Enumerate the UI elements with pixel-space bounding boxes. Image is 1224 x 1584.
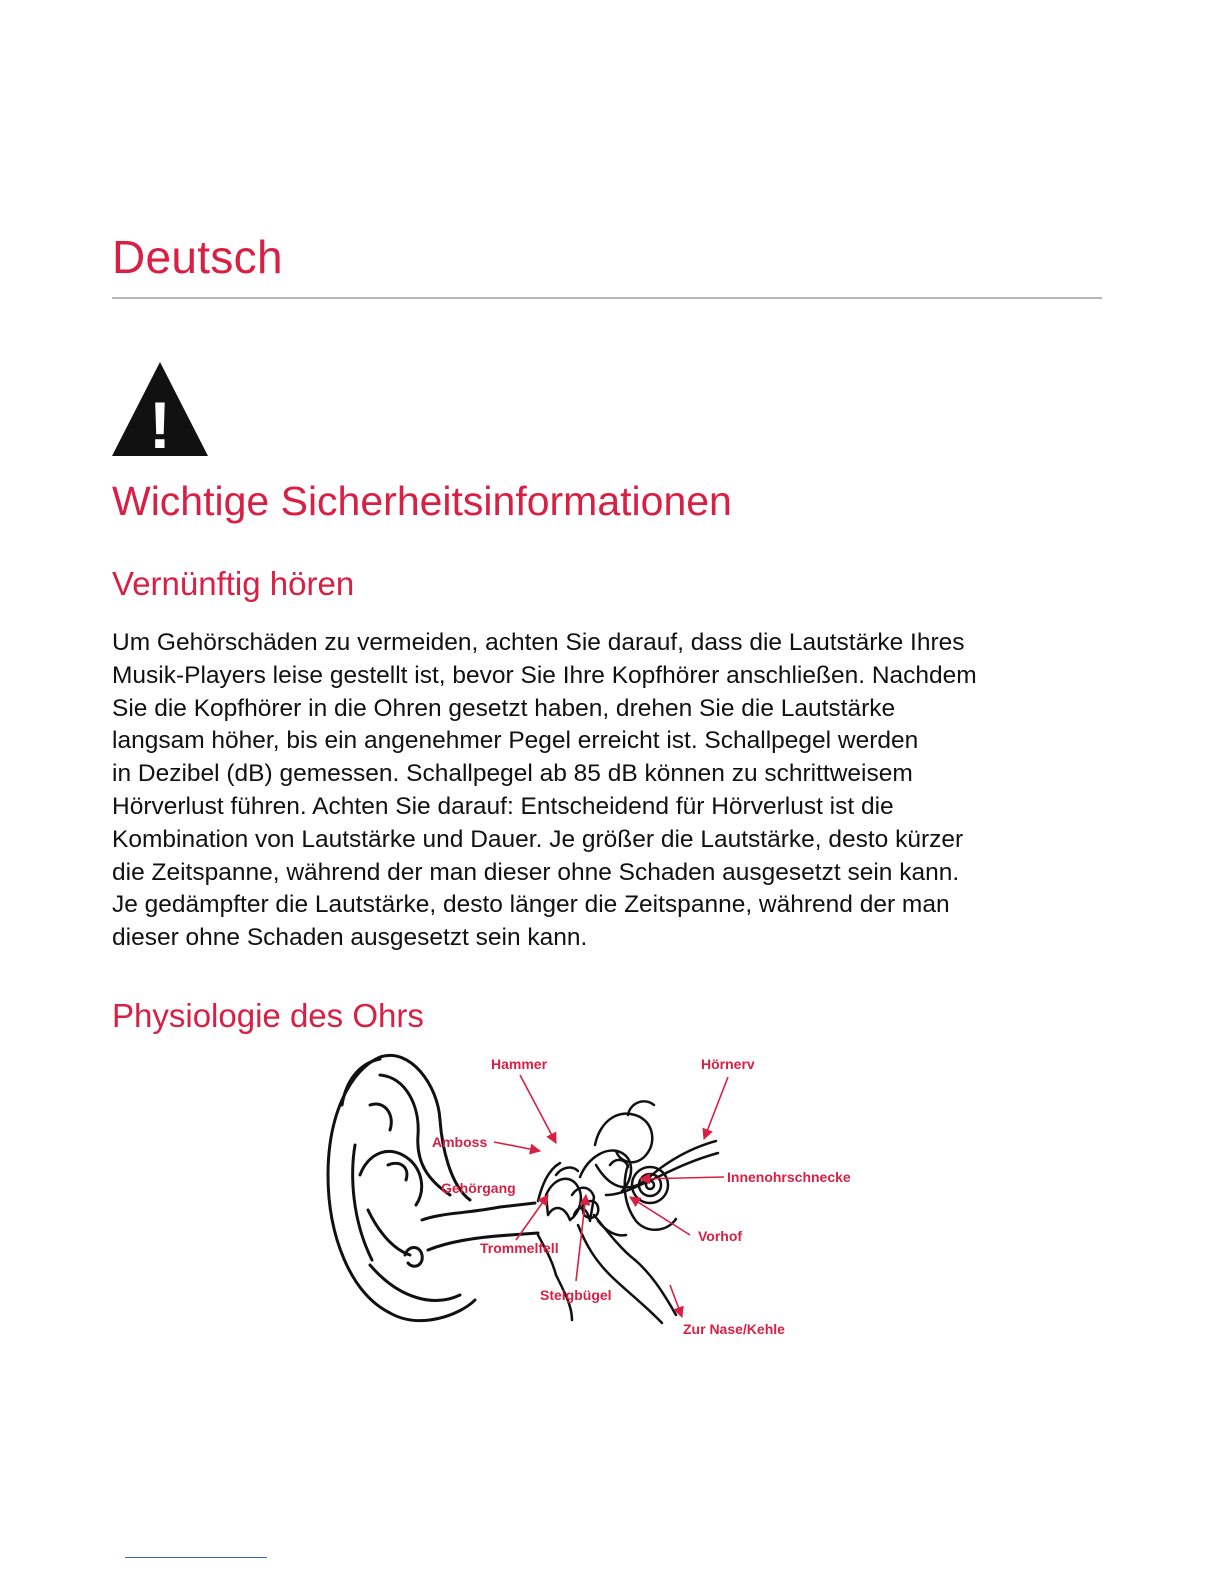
- section-heading-physiology: Physiologie des Ohrs: [112, 997, 424, 1034]
- label-steigbuegel: Steigbügel: [540, 1287, 612, 1303]
- ear-anatomy-diagram: [310, 1045, 890, 1345]
- footer-rule: [125, 1557, 267, 1558]
- label-vorhof: Vorhof: [698, 1228, 743, 1244]
- label-pointers: [494, 1075, 728, 1317]
- heading-divider: [112, 297, 1102, 299]
- label-innenohrschnecke: Innenohrschnecke: [727, 1169, 851, 1185]
- language-heading: Deutsch: [112, 231, 283, 283]
- label-gehoergang: Gehörgang: [441, 1180, 516, 1196]
- label-hoernerv: Hörnerv: [701, 1056, 755, 1072]
- label-nase-kehle: Zur Nase/Kehle: [683, 1321, 785, 1337]
- label-trommelfell: Trommelfell: [480, 1240, 559, 1256]
- section-body-listening: Um Gehörschäden zu vermeiden, achten Sie darauf, dass die Lautstärke Ihres Musik-Players leise gestellt ist, bevor Sie Ihre Kopfhörer anschließen. Nachdem Sie die Kopfhörer in die Ohren gesetzt haben, drehen Sie die Lautstärke langsam höher, bis ein angenehmer Pegel erreicht ist. Schallpegel werden in Dezibel (dB) gemessen. Schallpegel ab 85 dB können zu schrittweisem Hörverlust führen. Achten Sie darauf: Entscheidend für Hörverlust ist die Kombination von Lautstärke und Dauer. Je größer die Lautstärke, desto kürzer die Zeitspanne, während der man dieser ohne Schaden ausgesetzt sein kann. Je gedämpfter die Lautstärke, desto länger die Zeitspanne, während der man dieser ohne Schaden ausgesetzt sein kann.: [112, 629, 977, 952]
- label-amboss: Amboss: [432, 1134, 488, 1150]
- svg-text:!: !: [149, 388, 171, 458]
- label-hammer: Hammer: [491, 1056, 548, 1072]
- warning-triangle-icon: [110, 360, 210, 458]
- main-heading: Wichtige Sicherheitsinformationen: [112, 478, 732, 524]
- section-heading-listening: Vernünftig hören: [112, 565, 355, 602]
